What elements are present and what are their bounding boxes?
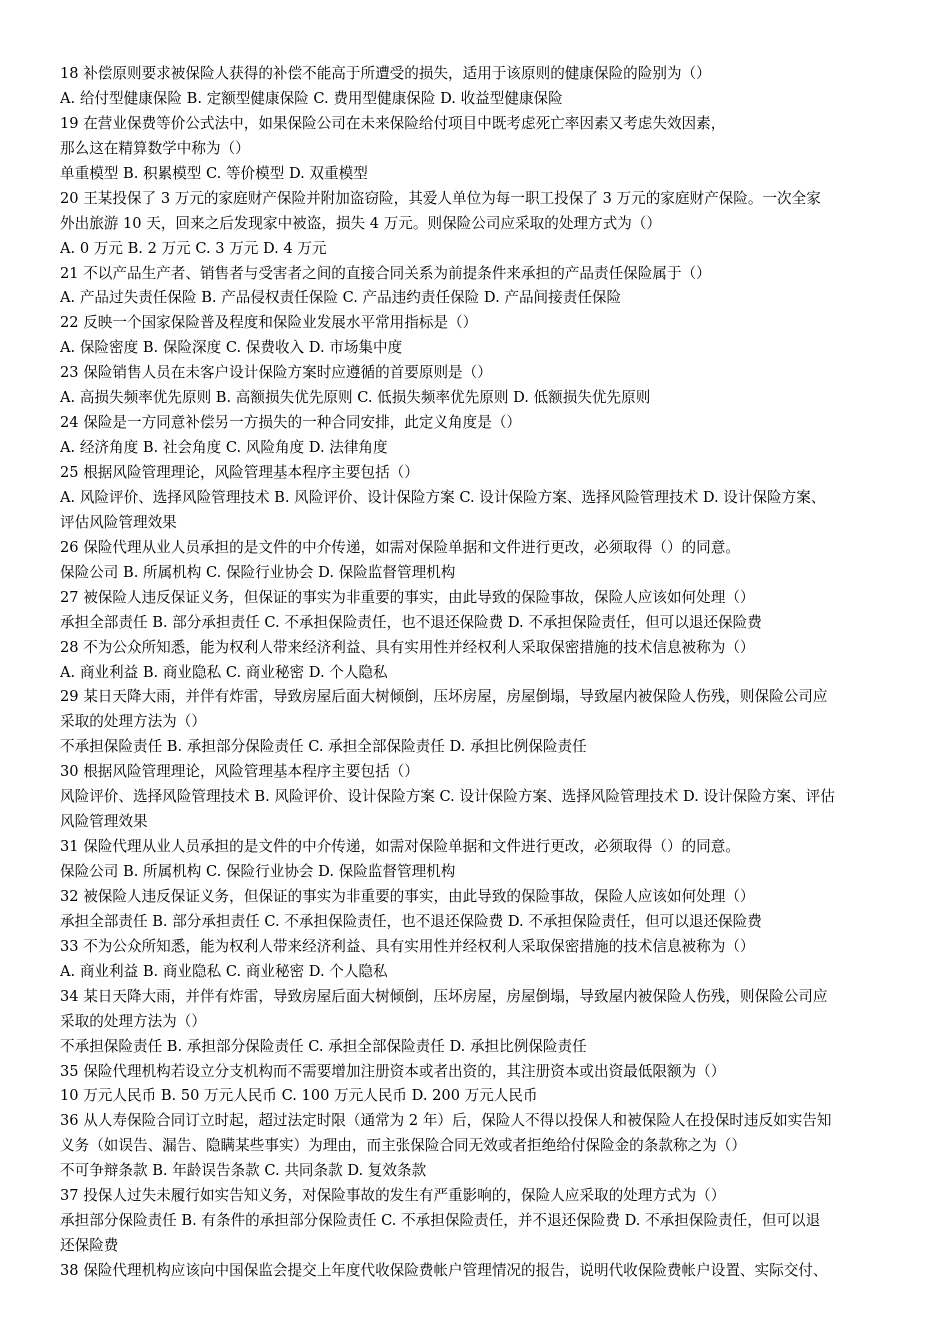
text-line: 采取的处理方法为（） (60, 713, 206, 731)
text-line: 10 万元人民币 B. 50 万元人民币 C. 100 万元人民币 D. 200 万元人民币 (60, 1087, 538, 1105)
text-line: 37 投保人过失未履行如实告知义务，对保险事故的发生有严重影响的，保险人应采取的处理方式为（） (60, 1187, 726, 1205)
text-line: 义务（如误告、漏告、隐瞒某些事实）为理由，而主张保险合同无效或者拒绝给付保险金的条款称之为（） (60, 1137, 746, 1155)
text-line: 22 反映一个国家保险普及程度和保险业发展水平常用指标是（） (60, 314, 478, 332)
text-line: 20 王某投保了 3 万元的家庭财产保险并附加盗窃险，其爱人单位为每一职工投保了 3 万元的家庭财产保险。一次全家 (60, 189, 821, 207)
text-line: A. 商业利益 B. 商业隐私 C. 商业秘密 D. 个人隐私 (60, 962, 388, 980)
text-line: 风险评价、选择风险管理技术 B. 风险评价、设计保险方案 C. 设计保险方案、选择风险管理技术 D. 设计保险方案、评估 (60, 788, 835, 806)
text-line: 18 补偿原则要求被保险人获得的补偿不能高于所遭受的损失，适用于该原则的健康保险的险别为（） (60, 65, 711, 82)
text-line: 24 保险是一方同意补偿另一方损失的一种合同安排，此定义角度是（） (60, 414, 522, 432)
text-line: A. 保险密度 B. 保险深度 C. 保费收入 D. 市场集中度 (60, 339, 403, 357)
text-line: A. 商业利益 B. 商业隐私 C. 商业秘密 D. 个人隐私 (60, 663, 388, 681)
text-line: 单重模型 B. 积累模型 C. 等价模型 D. 双重模型 (60, 164, 368, 182)
text-line: 不承担保险责任 B. 承担部分保险责任 C. 承担全部保险责任 D. 承担比例保险责任 (60, 738, 587, 756)
text-line: 25 根据风险管理理论，风险管理基本程序主要包括（） (60, 464, 419, 481)
text-line: 保险公司 B. 所属机构 C. 保险行业协会 D. 保险监督管理机构 (60, 863, 456, 880)
text-line: 23 保险销售人员在未客户设计保险方案时应遵循的首要原则是（） (60, 364, 492, 382)
text-line: A. 产品过失责任保险 B. 产品侵权责任保险 C. 产品违约责任保险 D. 产品间接责任保险 (60, 289, 622, 307)
text-line: 27 被保险人违反保证义务，但保证的事实为非重要的事实，由此导致的保险事故，保险人应该如何处理（） (60, 588, 755, 606)
text-line: 不可争辩条款 B. 年龄误告条款 C. 共同条款 D. 复效条款 (60, 1162, 427, 1180)
text-line: 31 保险代理从业人员承担的是文件的中介传递，如需对保险单据和文件进行更改，必须取得（）的同意。 (60, 838, 740, 856)
text-line: A. 风险评价、选择风险管理技术 B. 风险评价、设计保险方案 C. 设计保险方案、选择风险管理技术 D. 设计保险方案、 (60, 488, 826, 506)
text-line: 评估风险管理效果 (60, 513, 177, 531)
text-line: 承担全部责任 B. 部分承担责任 C. 不承担保险责任，也不退还保险费 D. 不承担保险责任，但可以退还保险费 (60, 912, 762, 930)
text-line: 风险管理效果 (60, 813, 148, 831)
text-line: 36 从人寿保险合同订立时起，超过法定时限（通常为 2 年）后，保险人不得以投保人和被保险人在投保时违反如实告知 (60, 1112, 832, 1130)
text-line: 32 被保险人违反保证义务，但保证的事实为非重要的事实，由此导致的保险事故，保险人应该如何处理（） (60, 887, 755, 905)
text-line: 29 某日天降大雨，并伴有炸雷，导致房屋后面大树倾倒，压坏房屋，房屋倒塌，导致屋内被保险人伤残，则保险公司应 (60, 688, 828, 706)
text-line: 26 保险代理从业人员承担的是文件的中介传递，如需对保险单据和文件进行更改，必须取得（）的同意。 (60, 538, 740, 556)
text-line: A. 高损失频率优先原则 B. 高额损失优先原则 C. 低损失频率优先原则 D. 低额损失优先原则 (60, 389, 651, 407)
text-line: 34 某日天降大雨，并伴有炸雷，导致房屋后面大树倾倒，压坏房屋，房屋倒塌，导致屋内被保险人伤残，则保险公司应 (60, 987, 828, 1005)
text-line: 21 不以产品生产者、销售者与受害者之间的直接合同关系为前提条件来承担的产品责任保险属于（） (60, 264, 711, 282)
text-line: A. 0 万元 B. 2 万元 C. 3 万元 D. 4 万元 (60, 239, 327, 257)
text-line: 30 根据风险管理理论，风险管理基本程序主要包括（） (60, 763, 419, 781)
text-line: 38 保险代理机构应该向中国保监会提交上年度代收保险费帐户管理情况的报告，说明代收保险费帐户设置、实际交付、 (60, 1262, 828, 1279)
text-line: 承担全部责任 B. 部分承担责任 C. 不承担保险责任，也不退还保险费 D. 不承担保险责任，但可以退还保险费 (60, 613, 762, 631)
text-line: 还保险费 (60, 1237, 119, 1255)
text-line: 35 保险代理机构若设立分支机构而不需要增加注册资本或者出资的，其注册资本或出资最低限额为（） (60, 1062, 726, 1080)
text-line: 采取的处理方法为（） (60, 1012, 206, 1030)
text-line: 承担部分保险责任 B. 有条件的承担部分保险责任 C. 不承担保险责任，并不退还保险费 D. 不承担保险责任，但可以退 (60, 1212, 821, 1230)
text-line: 保险公司 B. 所属机构 C. 保险行业协会 D. 保险监督管理机构 (60, 563, 456, 581)
text-line: 不承担保险责任 B. 承担部分保险责任 C. 承担全部保险责任 D. 承担比例保险责任 (60, 1037, 587, 1055)
text-line: 那么这在精算数学中称为（） (60, 139, 250, 157)
text-line: 28 不为公众所知悉，能为权利人带来经济利益、具有实用性并经权利人采取保密措施的技术信息被称为（） (60, 638, 755, 656)
text-line: 33 不为公众所知悉，能为权利人带来经济利益、具有实用性并经权利人采取保密措施的技术信息被称为（） (60, 937, 755, 955)
text-line: 外出旅游 10 天，回来之后发现家中被盗，损失 4 万元。则保险公司应采取的处理方式为（） (60, 214, 661, 232)
text-line: A. 给付型健康保险 B. 定额型健康保险 C. 费用型健康保险 D. 收益型健康保险 (60, 89, 563, 107)
text-line: 19 在营业保费等价公式法中，如果保险公司在未来保险给付项目中既考虑死亡率因素又考虑失效因素， (60, 114, 726, 132)
text-line: A. 经济角度 B. 社会角度 C. 风险角度 D. 法律角度 (60, 439, 388, 457)
document-page (60, 62, 910, 1284)
